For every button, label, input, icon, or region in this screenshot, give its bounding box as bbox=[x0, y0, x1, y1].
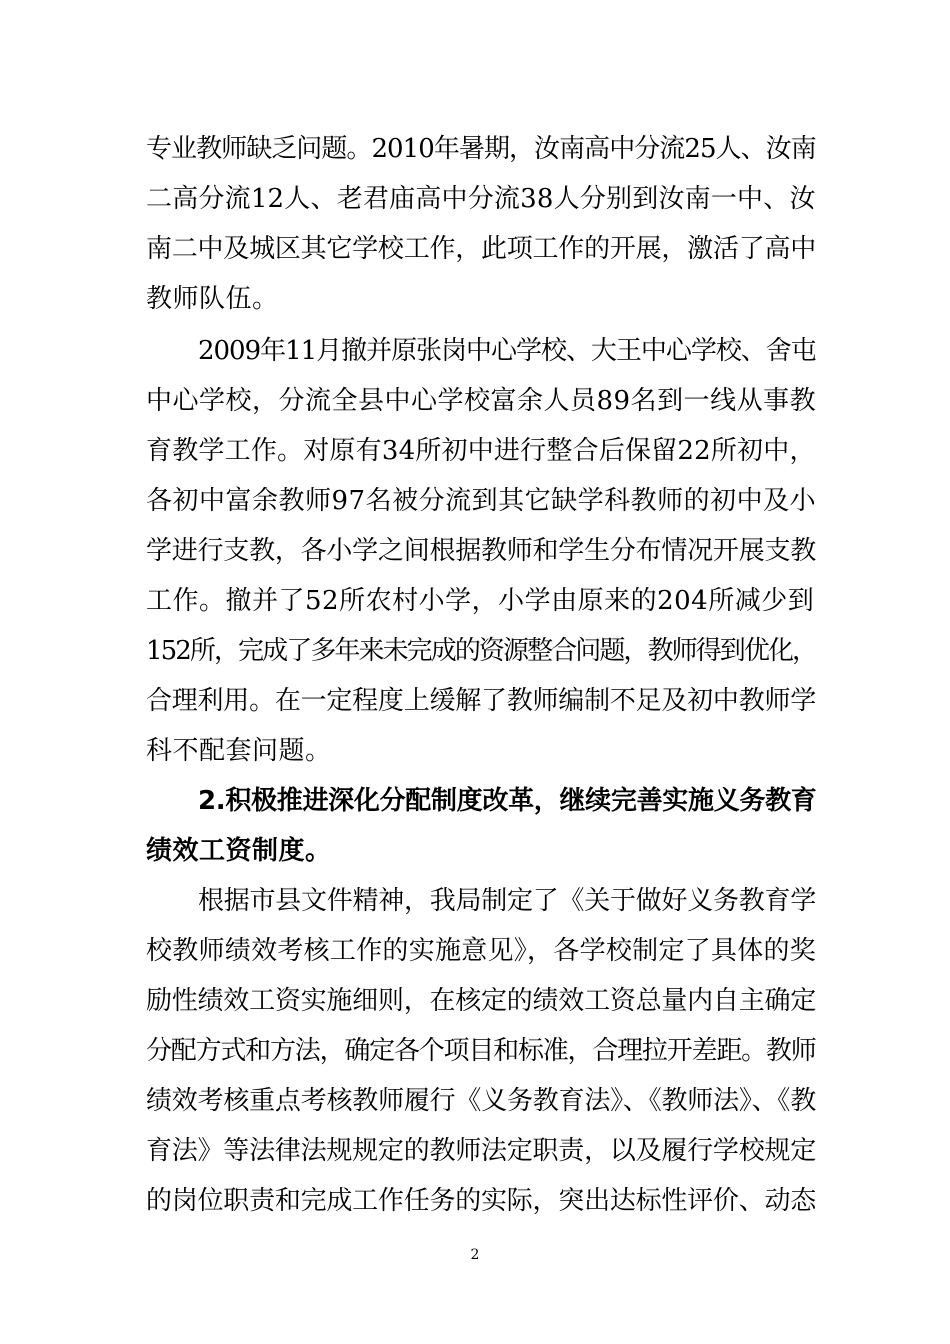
text-line-13: 科不配套问题。 bbox=[146, 736, 332, 766]
text-line-18: 励性绩效工资实施细则，在核定的绩效工资总量内自主确定 bbox=[146, 986, 817, 1016]
text-line-4: 教师队伍。 bbox=[146, 284, 279, 314]
text-line-3: 南二中及城区其它学校工作，此项工作的开展，激活了高中 bbox=[146, 234, 817, 264]
text-line-20: 绩效考核重点考核教师履行《义务教育法》、《教师法》、《教 bbox=[146, 1086, 817, 1116]
text-line-19: 分配方式和方法，确定各个项目和标准，合理拉开差距。教师 bbox=[146, 1036, 816, 1066]
text-line-9: 学进行支教，各小学之间根据教师和学生分布情况开展支教 bbox=[146, 536, 817, 566]
text-line-11: 152所，完成了多年来未完成的资源整合问题，教师得到优化， bbox=[146, 636, 817, 666]
text-line-8: 各初中富余教师97名被分流到其它缺学科教师的初中及小 bbox=[146, 486, 817, 516]
text-line-22: 的岗位职责和完成工作任务的实际，突出达标性评价、动态 bbox=[146, 1186, 817, 1216]
text-line-1: 专业教师缺乏问题。2010年暑期，汝南高中分流25人、汝南 bbox=[146, 134, 816, 164]
text-line-21: 育法》等法律法规规定的教师法定职责，以及履行学校规定 bbox=[146, 1136, 817, 1166]
text-line-12: 合理利用。在一定程度上缓解了教师编制不足及初中教师学 bbox=[146, 686, 817, 716]
text-line-2: 二高分流12人、老君庙高中分流38人分别到汝南一中、汝 bbox=[146, 184, 816, 214]
text-line-7: 育教学工作。对原有34所初中进行整合后保留22所初中， bbox=[146, 436, 816, 466]
text-line-16: 根据市县文件精神，我局制定了《关于做好义务教育学 bbox=[198, 886, 817, 916]
text-line-5: 2009年11月撤并原张岗中心学校、大王中心学校、舍屯 bbox=[198, 336, 816, 366]
text-line-6: 中心学校，分流全县中心学校富余人员89名到一线从事教 bbox=[146, 386, 817, 416]
text-line-10: 工作。撤并了52所农村小学，小学由原来的204所减少到 bbox=[146, 586, 815, 616]
page-number: 2 bbox=[470, 1247, 480, 1263]
section-heading-line-2: 绩效工资制度。 bbox=[146, 836, 332, 866]
text-line-17: 校教师绩效考核工作的实施意见》，各学校制定了具体的奖 bbox=[146, 936, 817, 966]
section-heading-line-1: 2.积极推进深化分配制度改革，继续完善实施义务教育 bbox=[198, 786, 817, 816]
